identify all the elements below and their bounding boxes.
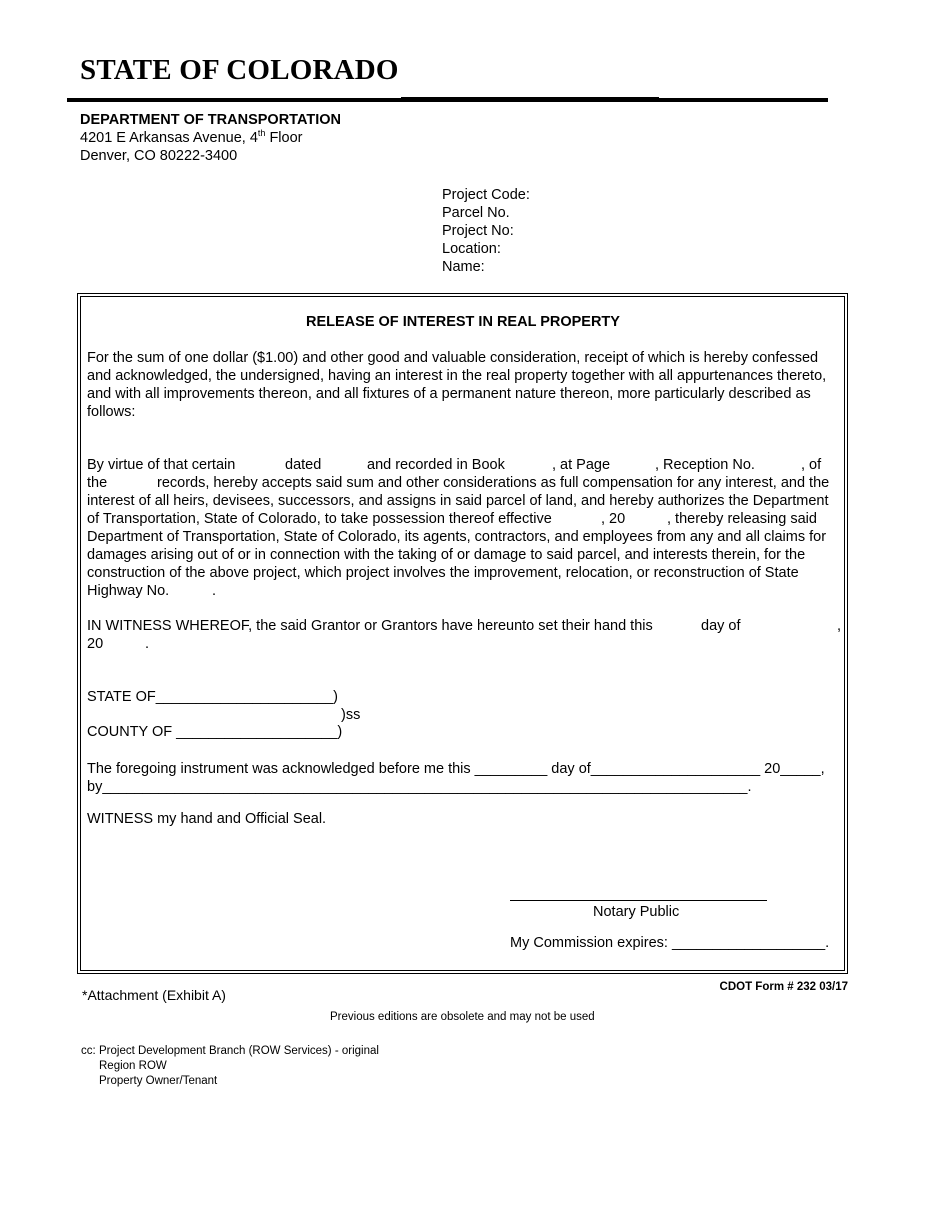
virtue-text: of Transportation, State of Colorado, to take possession thereof effective [87, 511, 552, 527]
location-label: Location: [442, 241, 501, 257]
header-rule [401, 97, 659, 102]
form-number: CDOT Form # 232 03/17 [719, 981, 848, 993]
form-title: RELEASE OF INTEREST IN REAL PROPERTY [306, 314, 620, 330]
project-no-label: Project No: [442, 223, 514, 239]
cc-label: cc: [81, 1045, 96, 1057]
header-rule [659, 98, 828, 102]
virtue-text: , at Page [552, 457, 611, 473]
address-ordinal: th [257, 128, 266, 138]
virtue-text: . [212, 583, 217, 599]
address-floor: Floor [265, 130, 303, 146]
virtue-text: and recorded in Book [367, 457, 505, 473]
address-line-1 [80, 129, 341, 147]
project-info [442, 186, 530, 276]
virtue-text: , thereby releasing said [667, 511, 817, 527]
notary-signature-line [510, 900, 767, 901]
virtue-text: , 20 [601, 511, 626, 527]
county-of-line: COUNTY OF ____________________) [87, 724, 343, 740]
project-code-label: Project Code: [442, 187, 530, 203]
virtue-text: Highway No. [87, 583, 170, 599]
previous-editions-note: Previous editions are obsolete and may not be used [330, 1011, 595, 1023]
virtue-text: Department of Transportation, State of Colorado, its agents, contractors, and employees from any and all claims for [87, 529, 827, 545]
header-rule [67, 98, 401, 102]
virtue-text: , of [801, 457, 822, 473]
witness-whereof: . [145, 636, 150, 652]
witness-seal: WITNESS my hand and Official Seal. [87, 811, 327, 827]
intro-paragraph: For the sum of one dollar ($1.00) and other good and valuable consideration, receipt of which is hereby confessed and acknowledged, the undersigned, having an interest in the real property together with all appurtenances thereto, and with all improvements thereon, and all fixtures of a permanent nature thereon, more particularly described as follows: [87, 350, 827, 420]
virtue-text: interest of all heirs, devisees, successors, and assigns in said parcel of land, and hereby authorizes the Department [87, 493, 829, 509]
witness-whereof: IN WITNESS WHEREOF, the said Grantor or Grantors have hereunto set their hand this [87, 618, 653, 634]
address-street: 4201 E Arkansas Avenue, 4 [80, 130, 258, 146]
virtue-text: records, hereby accepts said sum and other considerations as full compensation for any interest, and the [157, 475, 830, 491]
ss-line: )ss [341, 707, 361, 723]
department-address [80, 111, 341, 165]
virtue-text: the [87, 475, 108, 491]
witness-whereof: 20 [87, 636, 104, 652]
virtue-text: dated [285, 457, 322, 473]
attachment-note: *Attachment (Exhibit A) [82, 987, 226, 1003]
state-of-line: STATE OF______________________) [87, 689, 338, 705]
address-line-2: Denver, CO 80222-3400 [80, 148, 238, 164]
state-title: STATE OF COLORADO [80, 54, 399, 86]
commission-line: My Commission expires: ___________________. [510, 935, 830, 951]
cc-item: Property Owner/Tenant [99, 1075, 218, 1087]
witness-whereof: , [837, 618, 842, 634]
cc-item: Project Development Branch (ROW Services) - original [99, 1045, 379, 1057]
virtue-text: By virtue of that certain [87, 457, 236, 473]
virtue-text: construction of the above project, which project involves the improvement, relocation, or reconstruction of State [87, 565, 799, 581]
acknowledgment-line: by________________________________________________________________________________. [87, 779, 752, 795]
virtue-text: damages arising out of or in connection with the taking of or damage to said parcel, and interests therein, for the [87, 547, 806, 563]
department-name: DEPARTMENT OF TRANSPORTATION [80, 112, 341, 128]
witness-whereof: day of [701, 618, 741, 634]
name-label: Name: [442, 259, 485, 275]
parcel-no-label: Parcel No. [442, 205, 510, 221]
cc-item: Region ROW [99, 1060, 167, 1072]
virtue-text: , Reception No. [655, 457, 755, 473]
notary-label: Notary Public [593, 904, 680, 920]
acknowledgment-line: The foregoing instrument was acknowledged before me this _________ day of_____________________ 20_____, [87, 761, 825, 777]
